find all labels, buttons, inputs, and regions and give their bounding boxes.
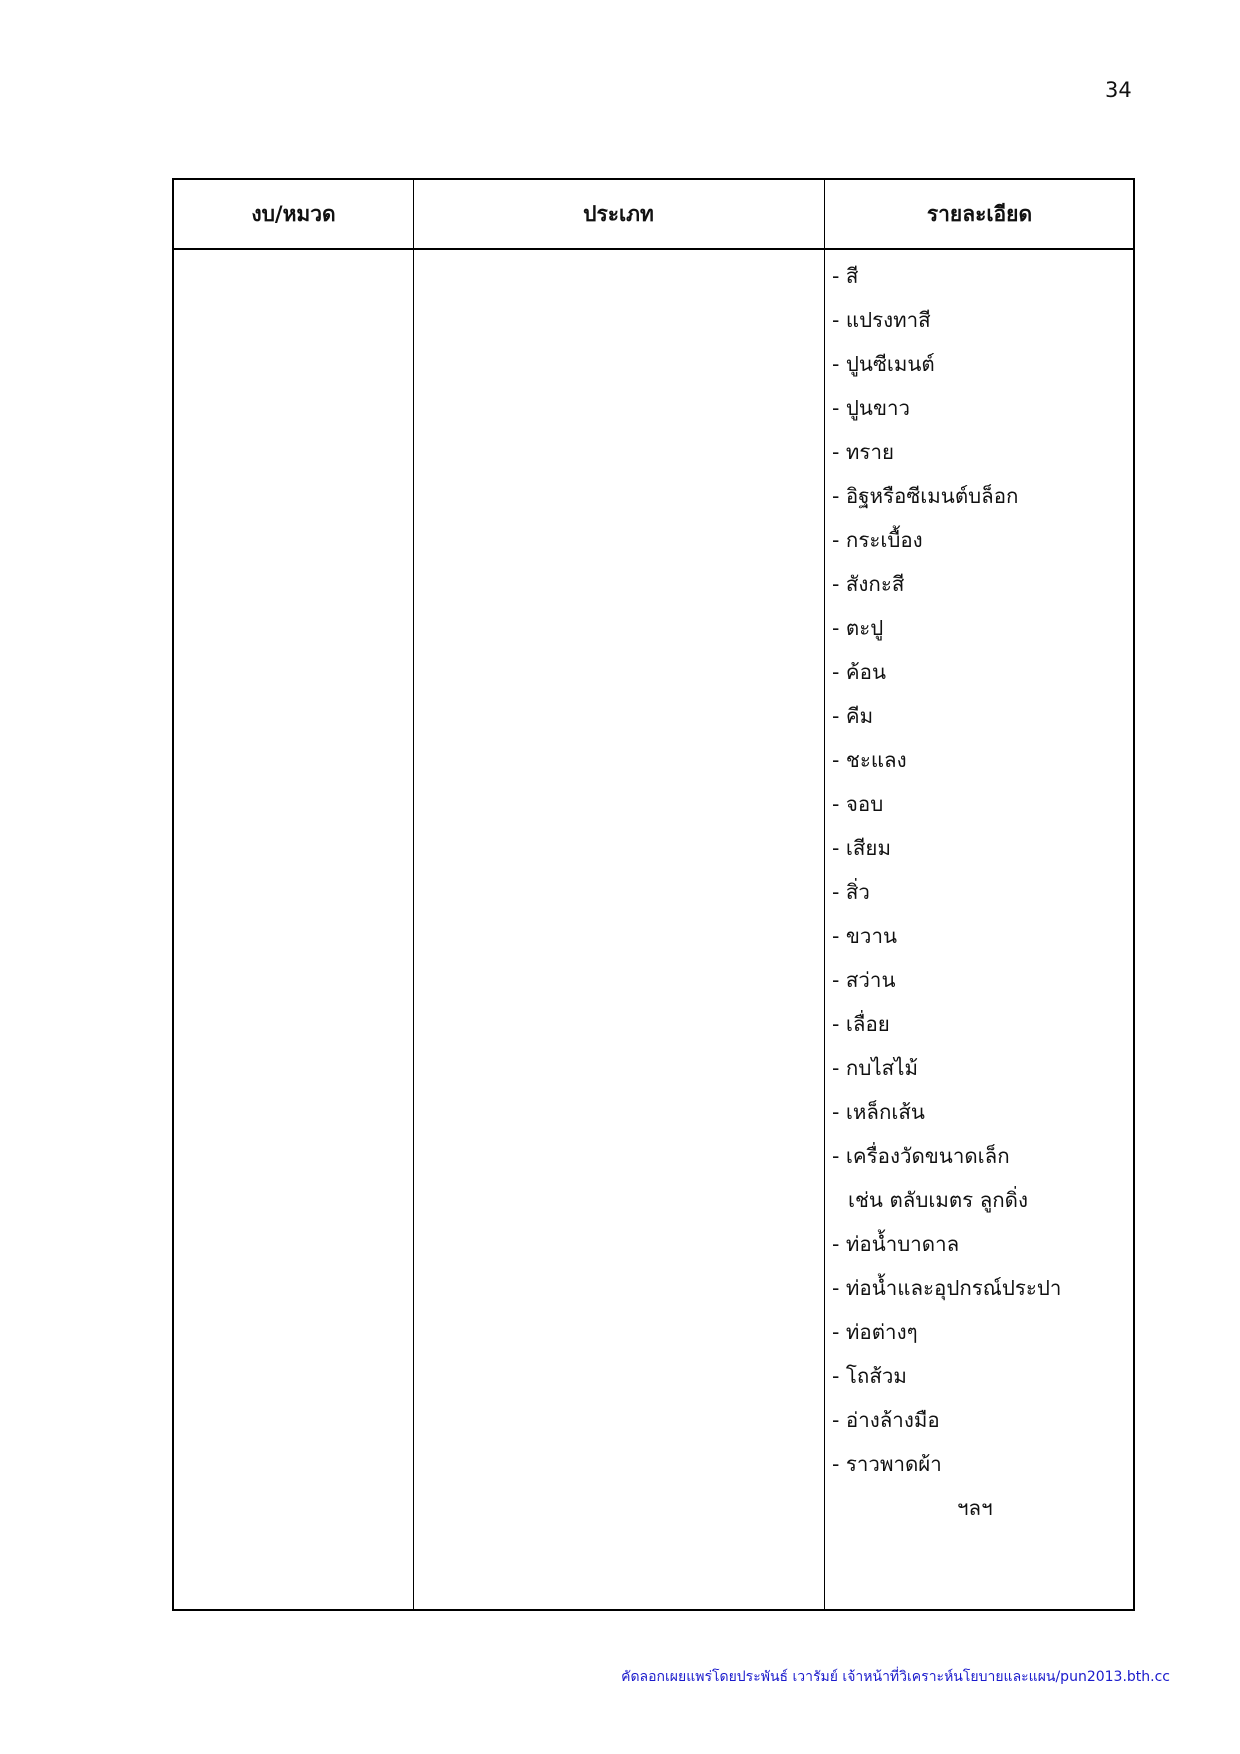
- detail-item: เช่น ตลับเมตร ลูกดิ่ง: [848, 1188, 1028, 1212]
- footer-credit: คัดลอกเผยแพร่โดยประพันธ์ เวารัมย์ เจ้าหน้าที่วิเคราะห์นโยบายและแผน/pun2013.bth.cc: [621, 1669, 1170, 1685]
- column-divider: [413, 180, 414, 1609]
- detail-item: - คีม: [832, 704, 874, 728]
- detail-item: - ท่อน้ำบาดาล: [832, 1232, 960, 1256]
- page-number: 34: [1105, 78, 1132, 102]
- detail-item: - ขวาน: [832, 924, 897, 948]
- detail-item: - ปูนซีเมนต์: [832, 352, 935, 376]
- detail-item: - สี: [832, 264, 859, 288]
- budget-table: [172, 178, 1135, 1611]
- detail-item: - เหล็กเส้น: [832, 1100, 925, 1124]
- detail-item: - ท่อต่างๆ: [832, 1320, 918, 1344]
- detail-item: - เลื่อย: [832, 1012, 890, 1036]
- header-details: รายละเอียด: [926, 201, 1033, 226]
- detail-item: - ทราย: [832, 440, 894, 464]
- detail-item: - ราวพาดผ้า: [832, 1452, 942, 1476]
- header-divider: [174, 248, 1133, 250]
- detail-item: - ตะปู: [832, 616, 884, 640]
- detail-item: - อิฐหรือซีเมนต์บล็อก: [832, 484, 1019, 508]
- detail-item: - จอบ: [832, 792, 884, 816]
- detail-item: - เสียม: [832, 836, 891, 860]
- detail-item: - อ่างล้างมือ: [832, 1408, 940, 1432]
- detail-item: - ท่อน้ำและอุปกรณ์ประปา: [832, 1276, 1062, 1300]
- detail-item: - สว่าน: [832, 968, 896, 992]
- detail-item: - กบไสไม้: [832, 1056, 918, 1080]
- detail-item: - กระเบื้อง: [832, 528, 923, 552]
- detail-item: - ชะแลง: [832, 748, 907, 772]
- detail-item: - สิ่ว: [832, 880, 870, 904]
- detail-item: - สังกะสี: [832, 572, 905, 596]
- header-type: ประเภท: [583, 201, 654, 226]
- detail-item: - โถส้วม: [832, 1364, 907, 1388]
- details-list: [832, 254, 1132, 1530]
- header-category: งบ/หมวด: [251, 201, 336, 226]
- detail-item: - ค้อน: [832, 660, 886, 684]
- detail-item: - แปรงทาสี: [832, 308, 931, 332]
- detail-item: - เครื่องวัดขนาดเล็ก: [832, 1144, 1010, 1168]
- detail-item: - ปูนขาว: [832, 396, 910, 420]
- column-divider: [824, 180, 825, 1609]
- detail-item: ฯลฯ: [957, 1496, 993, 1520]
